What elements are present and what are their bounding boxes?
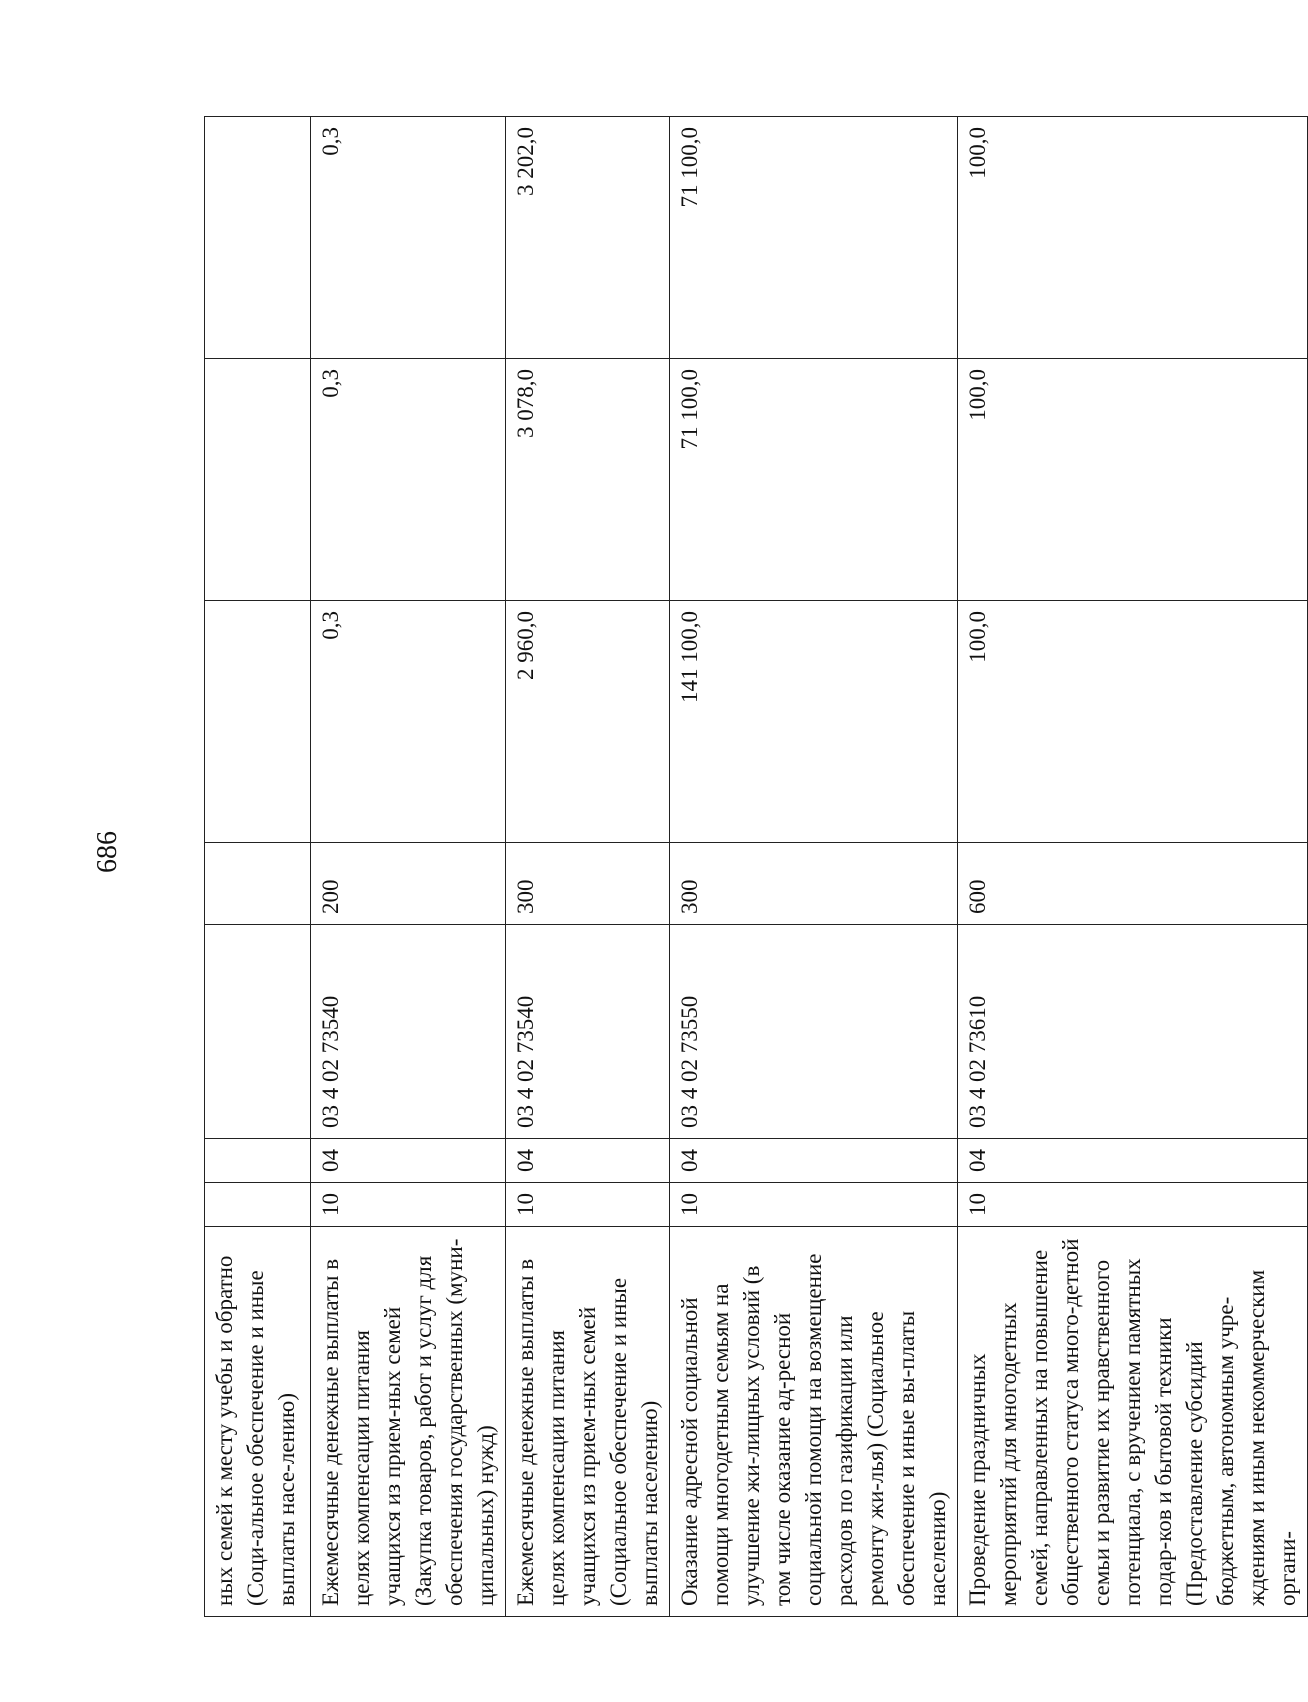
- cell-section: 10: [311, 1183, 506, 1227]
- cell-amount-1: 0,3: [311, 601, 506, 843]
- cell-expense-type: 300: [670, 843, 958, 925]
- cell-amount-3: 3 202,0: [506, 117, 670, 359]
- table-row: [670, 117, 958, 1617]
- cell-amount-3: 0,3: [311, 117, 506, 359]
- budget-table: [204, 116, 1308, 1617]
- cell-subsection: 04: [958, 1139, 1308, 1183]
- page-number: 686: [92, 831, 123, 873]
- cell-subsection: [205, 1139, 311, 1183]
- rotated-table-container: [204, 117, 1300, 1617]
- cell-amount-1: 100,0: [958, 601, 1308, 843]
- cell-target-article: 03 4 02 73550: [670, 925, 958, 1139]
- cell-expense-type: 600: [958, 843, 1308, 925]
- cell-description: Проведение праздничных мероприятий для многодетных семей, направленных на повышение общественного статуса много-детной семьи и развитие их нравственного потенциала, с вручением памятных подар-ков и бытовой техники (Предоставление субсидий бюджетным, автономным учре-ждениям и иным некоммерческим органи-: [958, 1227, 1308, 1617]
- cell-section: [205, 1183, 311, 1227]
- cell-target-article: [205, 925, 311, 1139]
- cell-amount-2: 71 100,0: [670, 359, 958, 601]
- cell-description: Оказание адресной социальной помощи многодетным семьям на улучшение жи-лищных условий (в том числе оказание ад-ресной социальной помощи на возмещение расходов по газификации или ремонту жи-лья) (Социальное обеспечение и иные вы-платы населению): [670, 1227, 958, 1617]
- cell-amount-2: 100,0: [958, 359, 1308, 601]
- cell-amount-3: 71 100,0: [670, 117, 958, 359]
- cell-description: Ежемесячные денежные выплаты в целях компенсации питания учащихся из прием-ных семей (Закупка товаров, работ и услуг для обеспечения государственных (муни-ципальных) нужд): [311, 1227, 506, 1617]
- cell-amount-2: 0,3: [311, 359, 506, 601]
- table-row: [958, 117, 1308, 1617]
- table-row: [311, 117, 506, 1617]
- cell-amount-2: 3 078,0: [506, 359, 670, 601]
- cell-amount-1: [205, 601, 311, 843]
- table-row: [205, 117, 311, 1617]
- cell-amount-1: 141 100,0: [670, 601, 958, 843]
- cell-amount-1: 2 960,0: [506, 601, 670, 843]
- cell-subsection: 04: [670, 1139, 958, 1183]
- cell-target-article: 03 4 02 73540: [311, 925, 506, 1139]
- cell-subsection: 04: [311, 1139, 506, 1183]
- cell-target-article: 03 4 02 73540: [506, 925, 670, 1139]
- cell-expense-type: 200: [311, 843, 506, 925]
- cell-subsection: 04: [506, 1139, 670, 1183]
- cell-amount-2: [205, 359, 311, 601]
- cell-description: ных семей к месту учебы и обратно (Соци-альное обеспечение и иные выплаты насе-лению): [205, 1227, 311, 1617]
- cell-target-article: 03 4 02 73610: [958, 925, 1308, 1139]
- cell-amount-3: [205, 117, 311, 359]
- cell-section: 10: [506, 1183, 670, 1227]
- cell-section: 10: [958, 1183, 1308, 1227]
- cell-section: 10: [670, 1183, 958, 1227]
- cell-expense-type: 300: [506, 843, 670, 925]
- cell-description: Ежемесячные денежные выплаты в целях компенсации питания учащихся из прием-ных семей (Социальное обеспечение и иные выплаты населению): [506, 1227, 670, 1617]
- cell-expense-type: [205, 843, 311, 925]
- table-row: [506, 117, 670, 1617]
- cell-amount-3: 100,0: [958, 117, 1308, 359]
